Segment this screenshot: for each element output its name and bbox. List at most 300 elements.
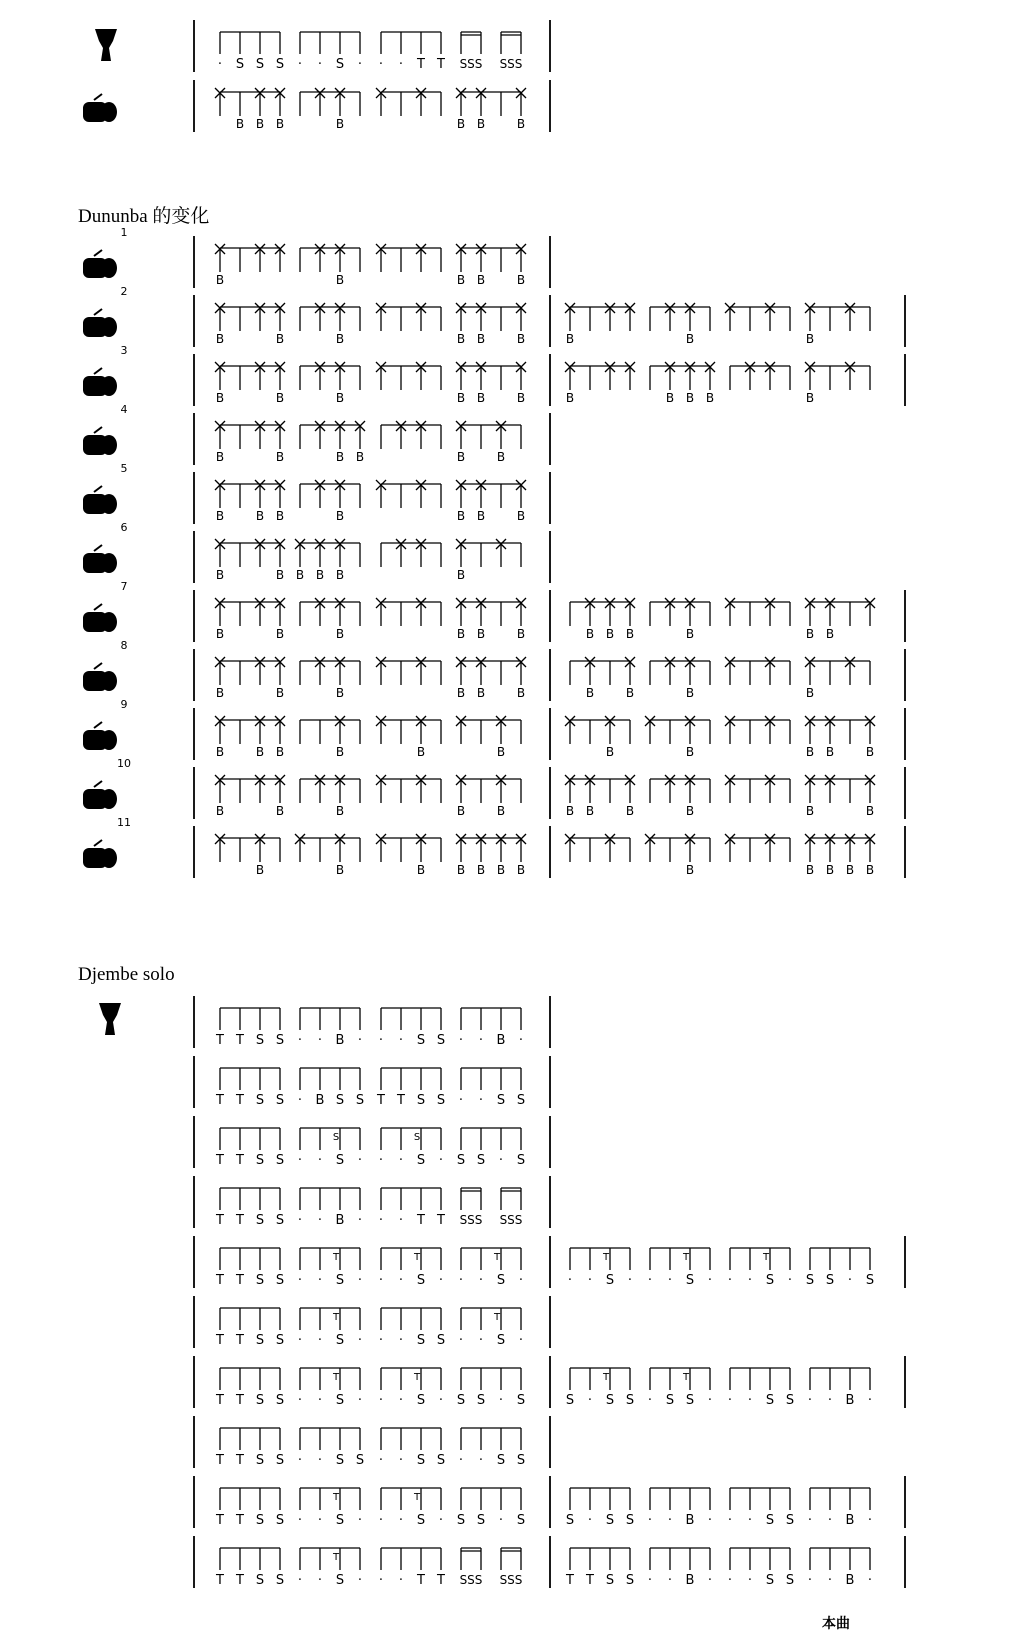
dununba-head — [101, 848, 117, 868]
bell-label: B — [585, 627, 595, 641]
note-label: S — [456, 1513, 466, 1528]
note-label: S — [785, 1393, 795, 1408]
bell-label: B — [275, 509, 285, 523]
note-label: S — [436, 1453, 446, 1468]
bell-label: B — [456, 627, 466, 641]
note-label: SSS — [459, 57, 483, 71]
rest-dot: · — [647, 1393, 653, 1408]
note-label: S — [275, 1273, 285, 1288]
bell-label: B — [275, 450, 285, 464]
bell-label: B — [456, 804, 466, 818]
bell-label: B — [565, 332, 575, 346]
note-label: S — [456, 1153, 466, 1168]
rest-dot: · — [297, 1273, 303, 1288]
rest-dot: · — [498, 1153, 504, 1168]
bell-label: B — [456, 273, 466, 287]
rest-dot: · — [518, 1273, 524, 1288]
variation-number: 3 — [120, 344, 128, 357]
rest-dot: · — [707, 1573, 713, 1588]
dununba-stick — [94, 840, 102, 846]
rest-dot: · — [438, 1273, 444, 1288]
note-label: S — [825, 1273, 835, 1288]
dununba-head — [101, 435, 117, 455]
note-label: S — [275, 1393, 285, 1408]
rest-dot: · — [297, 1393, 303, 1408]
note-label: T — [236, 1393, 244, 1408]
djembe-shape — [95, 29, 117, 61]
rest-dot: · — [378, 1513, 384, 1528]
rest-dot: · — [297, 1153, 303, 1168]
dununba-stick — [94, 427, 102, 433]
note-label: S — [565, 1513, 575, 1528]
note-label: T — [437, 1213, 445, 1228]
bell-label: B — [685, 332, 695, 346]
note-label: T — [236, 1453, 244, 1468]
variation-number: 7 — [120, 580, 128, 593]
note-label: S — [275, 1153, 285, 1168]
note-label: B — [845, 1513, 855, 1528]
note-label: S — [255, 57, 265, 72]
note-label: S — [785, 1573, 795, 1588]
rest-dot: · — [567, 1273, 573, 1288]
bell-label: B — [456, 568, 466, 582]
rest-dot: · — [827, 1393, 833, 1408]
note-label: S — [255, 1393, 265, 1408]
rest-dot: · — [498, 1513, 504, 1528]
note-label: S — [865, 1273, 875, 1288]
bell-label: B — [516, 391, 526, 405]
bell-label: B — [335, 863, 345, 877]
bell-label: B — [335, 686, 345, 700]
rest-dot: · — [217, 57, 223, 72]
dununba-head — [101, 376, 117, 396]
note-label: S — [275, 1093, 285, 1108]
note-label: B — [685, 1573, 695, 1588]
grace-note: T — [493, 1312, 501, 1323]
rest-dot: · — [357, 1033, 363, 1048]
note-label: B — [335, 1033, 345, 1048]
rest-dot: · — [378, 1333, 384, 1348]
note-label: S — [275, 1333, 285, 1348]
rest-dot: · — [398, 1213, 404, 1228]
bell-label: B — [516, 686, 526, 700]
rest-dot: · — [357, 1213, 363, 1228]
rest-dot: · — [357, 1153, 363, 1168]
note-label: T — [216, 1573, 224, 1588]
note-label: S — [355, 1453, 365, 1468]
note-label: S — [516, 1153, 526, 1168]
bell-label: B — [685, 745, 695, 759]
note-label: S — [805, 1273, 815, 1288]
bell-label: B — [476, 117, 486, 131]
grace-note: T — [682, 1372, 690, 1383]
rest-dot: · — [438, 1513, 444, 1528]
bell-label: B — [805, 745, 815, 759]
rest-dot: · — [478, 1273, 484, 1288]
rest-dot: · — [398, 1393, 404, 1408]
note-label: T — [397, 1093, 405, 1108]
note-label: S — [496, 1453, 506, 1468]
dununba-stick — [94, 368, 102, 374]
bell-label: B — [516, 627, 526, 641]
dununba-head — [101, 258, 117, 278]
bell-label: B — [625, 804, 635, 818]
dununba-icon — [83, 781, 117, 809]
rest-dot: · — [587, 1393, 593, 1408]
dununba-icon — [83, 840, 117, 868]
bell-label: B — [685, 391, 695, 405]
rest-dot: · — [627, 1273, 633, 1288]
dununba-icon — [83, 94, 117, 122]
bell-label: B — [335, 804, 345, 818]
grace-note: T — [413, 1492, 421, 1503]
bell-label: B — [805, 627, 815, 641]
rest-dot: · — [747, 1273, 753, 1288]
bell-label: B — [476, 332, 486, 346]
grace-note: S — [413, 1132, 421, 1143]
note-label: T — [216, 1393, 224, 1408]
bell-label: B — [565, 391, 575, 405]
note-label: SSS — [499, 1573, 523, 1587]
dununba-stick — [94, 486, 102, 492]
bell-label: B — [456, 117, 466, 131]
rest-dot: · — [398, 1153, 404, 1168]
note-label: T — [216, 1153, 224, 1168]
bell-label: B — [476, 863, 486, 877]
rest-dot: · — [647, 1273, 653, 1288]
note-label: S — [605, 1513, 615, 1528]
variation-number: 11 — [117, 816, 131, 829]
rest-dot: · — [357, 1333, 363, 1348]
bell-label: B — [476, 273, 486, 287]
grace-note: T — [602, 1372, 610, 1383]
rest-dot: · — [297, 1573, 303, 1588]
rest-dot: · — [317, 1333, 323, 1348]
variation-number: 6 — [120, 521, 128, 534]
note-label: S — [496, 1093, 506, 1108]
note-label: S — [255, 1093, 265, 1108]
bell-label: B — [255, 745, 265, 759]
bell-label: B — [825, 627, 835, 641]
rest-dot: · — [518, 1333, 524, 1348]
bell-label: B — [275, 391, 285, 405]
bell-label: B — [215, 804, 225, 818]
grace-note: T — [332, 1372, 340, 1383]
bell-label: B — [275, 804, 285, 818]
bell-label: B — [315, 568, 325, 582]
bell-label: B — [805, 686, 815, 700]
note-label: S — [255, 1213, 265, 1228]
rest-dot: · — [398, 1453, 404, 1468]
rest-dot: · — [498, 1393, 504, 1408]
dununba-icon — [83, 722, 117, 750]
bell-label: B — [215, 745, 225, 759]
rest-dot: · — [297, 1453, 303, 1468]
note-label: S — [685, 1393, 695, 1408]
rest-dot: · — [867, 1393, 873, 1408]
note-label: S — [335, 1393, 345, 1408]
note-label: S — [275, 57, 285, 72]
note-label: S — [476, 1513, 486, 1528]
bell-label: B — [456, 391, 466, 405]
rest-dot: · — [458, 1453, 464, 1468]
dununba-head — [101, 730, 117, 750]
note-label: S — [255, 1153, 265, 1168]
note-label: S — [516, 1093, 526, 1108]
bell-label: B — [805, 391, 815, 405]
rest-dot: · — [587, 1513, 593, 1528]
note-label: S — [335, 1273, 345, 1288]
djembe-shape — [99, 1003, 121, 1035]
rest-dot: · — [378, 57, 384, 72]
rest-dot: · — [398, 1273, 404, 1288]
bell-label: B — [335, 509, 345, 523]
bell-label: B — [805, 863, 815, 877]
bell-label: B — [565, 804, 575, 818]
rest-dot: · — [297, 1513, 303, 1528]
note-label: S — [456, 1393, 466, 1408]
note-label: S — [516, 1393, 526, 1408]
rest-dot: · — [787, 1273, 793, 1288]
note-label: S — [255, 1033, 265, 1048]
bell-label: B — [255, 863, 265, 877]
bell-label: B — [215, 627, 225, 641]
bell-label: B — [416, 863, 426, 877]
variation-number: 9 — [120, 698, 128, 711]
note-label: S — [416, 1033, 426, 1048]
note-label: S — [785, 1513, 795, 1528]
rest-dot: · — [867, 1513, 873, 1528]
dununba-icon — [83, 309, 117, 337]
rest-dot: · — [727, 1573, 733, 1588]
rest-dot: · — [357, 1513, 363, 1528]
dununba-icon — [83, 250, 117, 278]
dununba-icon — [83, 486, 117, 514]
bell-label: B — [496, 745, 506, 759]
note-label: S — [496, 1273, 506, 1288]
note-label: S — [476, 1153, 486, 1168]
note-label: T — [377, 1093, 385, 1108]
rest-dot: · — [357, 1573, 363, 1588]
note-label: S — [275, 1453, 285, 1468]
bell-label: B — [865, 804, 875, 818]
bell-label: B — [456, 332, 466, 346]
note-label: S — [335, 1513, 345, 1528]
note-label: T — [236, 1033, 244, 1048]
variation-number: 2 — [120, 285, 128, 298]
rest-dot: · — [297, 1093, 303, 1108]
rest-dot: · — [378, 1573, 384, 1588]
rest-dot: · — [807, 1573, 813, 1588]
bell-label: B — [496, 804, 506, 818]
note-label: S — [255, 1333, 265, 1348]
bell-label: B — [215, 273, 225, 287]
rest-dot: · — [317, 1393, 323, 1408]
rest-dot: · — [378, 1453, 384, 1468]
rest-dot: · — [827, 1573, 833, 1588]
rest-dot: · — [727, 1393, 733, 1408]
bell-label: B — [625, 627, 635, 641]
bell-label: B — [275, 117, 285, 131]
note-label: S — [255, 1513, 265, 1528]
rest-dot: · — [478, 1093, 484, 1108]
note-label: S — [416, 1153, 426, 1168]
bell-label: B — [235, 117, 245, 131]
bell-label: B — [255, 117, 265, 131]
rest-dot: · — [478, 1453, 484, 1468]
bell-label: B — [476, 686, 486, 700]
note-label: T — [236, 1273, 244, 1288]
rest-dot: · — [317, 1153, 323, 1168]
rest-dot: · — [478, 1333, 484, 1348]
note-label: S — [235, 57, 245, 72]
note-label: S — [275, 1513, 285, 1528]
rest-dot: · — [747, 1573, 753, 1588]
bell-label: B — [516, 117, 526, 131]
note-label: SSS — [499, 57, 523, 71]
rest-dot: · — [398, 1033, 404, 1048]
rest-dot: · — [317, 1513, 323, 1528]
rest-dot: · — [707, 1513, 713, 1528]
rest-dot: · — [667, 1273, 673, 1288]
note-label: T — [437, 57, 445, 72]
note-label: T — [236, 1213, 244, 1228]
rest-dot: · — [378, 1213, 384, 1228]
note-label: S — [436, 1093, 446, 1108]
bell-label: B — [215, 509, 225, 523]
note-label: S — [496, 1333, 506, 1348]
rest-dot: · — [317, 1273, 323, 1288]
note-label: B — [496, 1033, 506, 1048]
bell-label: B — [275, 627, 285, 641]
note-label: S — [625, 1513, 635, 1528]
bell-label: B — [275, 686, 285, 700]
dununba-head — [101, 553, 117, 573]
bell-label: B — [665, 391, 675, 405]
rest-dot: · — [747, 1393, 753, 1408]
bell-label: B — [215, 391, 225, 405]
bell-label: B — [685, 627, 695, 641]
note-label: S — [605, 1273, 615, 1288]
rest-dot: · — [297, 1333, 303, 1348]
note-label: S — [416, 1093, 426, 1108]
footer-text: 本曲 — [822, 1616, 850, 1632]
rest-dot: · — [438, 1153, 444, 1168]
bell-label: B — [705, 391, 715, 405]
note-label: B — [315, 1093, 325, 1108]
bell-label: B — [805, 332, 815, 346]
bell-label: B — [335, 745, 345, 759]
note-label: T — [216, 1093, 224, 1108]
rest-dot: · — [357, 57, 363, 72]
dununba-head — [101, 789, 117, 809]
rest-dot: · — [398, 1573, 404, 1588]
rest-dot: · — [317, 1033, 323, 1048]
bell-label: B — [335, 391, 345, 405]
bell-label: B — [215, 332, 225, 346]
note-label: T — [417, 1573, 425, 1588]
rest-dot: · — [398, 1513, 404, 1528]
note-label: B — [845, 1393, 855, 1408]
grace-note: T — [332, 1492, 340, 1503]
dununba-stick — [94, 781, 102, 787]
bell-label: B — [805, 804, 815, 818]
note-label: S — [335, 1153, 345, 1168]
bell-label: B — [476, 627, 486, 641]
rest-dot: · — [297, 57, 303, 72]
rest-dot: · — [478, 1033, 484, 1048]
bell-label: B — [335, 117, 345, 131]
rest-dot: · — [647, 1573, 653, 1588]
bell-label: B — [865, 863, 875, 877]
rest-dot: · — [317, 1453, 323, 1468]
dununba-stick — [94, 722, 102, 728]
note-label: T — [236, 1093, 244, 1108]
note-label: T — [216, 1333, 224, 1348]
bell-label: B — [685, 863, 695, 877]
bell-label: B — [456, 686, 466, 700]
bell-label: B — [335, 273, 345, 287]
note-label: S — [625, 1393, 635, 1408]
note-label: S — [765, 1273, 775, 1288]
note-label: S — [335, 1573, 345, 1588]
note-label: S — [416, 1333, 426, 1348]
bell-label: B — [335, 332, 345, 346]
bell-label: B — [845, 863, 855, 877]
dununba-icon — [83, 663, 117, 691]
note-label: S — [516, 1453, 526, 1468]
note-label: T — [586, 1573, 594, 1588]
grace-note: T — [413, 1252, 421, 1263]
dununba-head — [101, 317, 117, 337]
rest-dot: · — [458, 1333, 464, 1348]
bell-label: B — [456, 863, 466, 877]
variation-number: 8 — [120, 639, 128, 652]
grace-note: T — [332, 1252, 340, 1263]
rest-dot: · — [297, 1033, 303, 1048]
rest-dot: · — [438, 1393, 444, 1408]
dununba-section-title: Dununba 的变化 — [78, 206, 210, 227]
bell-label: B — [825, 745, 835, 759]
note-label: T — [216, 1453, 224, 1468]
variation-number: 4 — [120, 403, 128, 416]
bell-label: B — [496, 863, 506, 877]
rest-dot: · — [378, 1033, 384, 1048]
bell-label: B — [516, 273, 526, 287]
djembe-icon — [99, 1003, 121, 1035]
note-label: S — [665, 1393, 675, 1408]
note-label: S — [335, 1453, 345, 1468]
dununba-head — [101, 612, 117, 632]
bell-label: B — [456, 450, 466, 464]
note-label: S — [436, 1333, 446, 1348]
bell-label: B — [275, 568, 285, 582]
dununba-icon — [83, 427, 117, 455]
note-label: S — [416, 1453, 426, 1468]
rest-dot: · — [807, 1513, 813, 1528]
note-label: S — [255, 1453, 265, 1468]
rest-dot: · — [587, 1273, 593, 1288]
note-label: S — [275, 1213, 285, 1228]
note-label: T — [417, 57, 425, 72]
note-label: T — [236, 1573, 244, 1588]
note-label: S — [416, 1513, 426, 1528]
bell-label: B — [865, 745, 875, 759]
bell-label: B — [516, 509, 526, 523]
rest-dot: · — [827, 1513, 833, 1528]
rest-dot: · — [667, 1513, 673, 1528]
dununba-head — [101, 102, 117, 122]
